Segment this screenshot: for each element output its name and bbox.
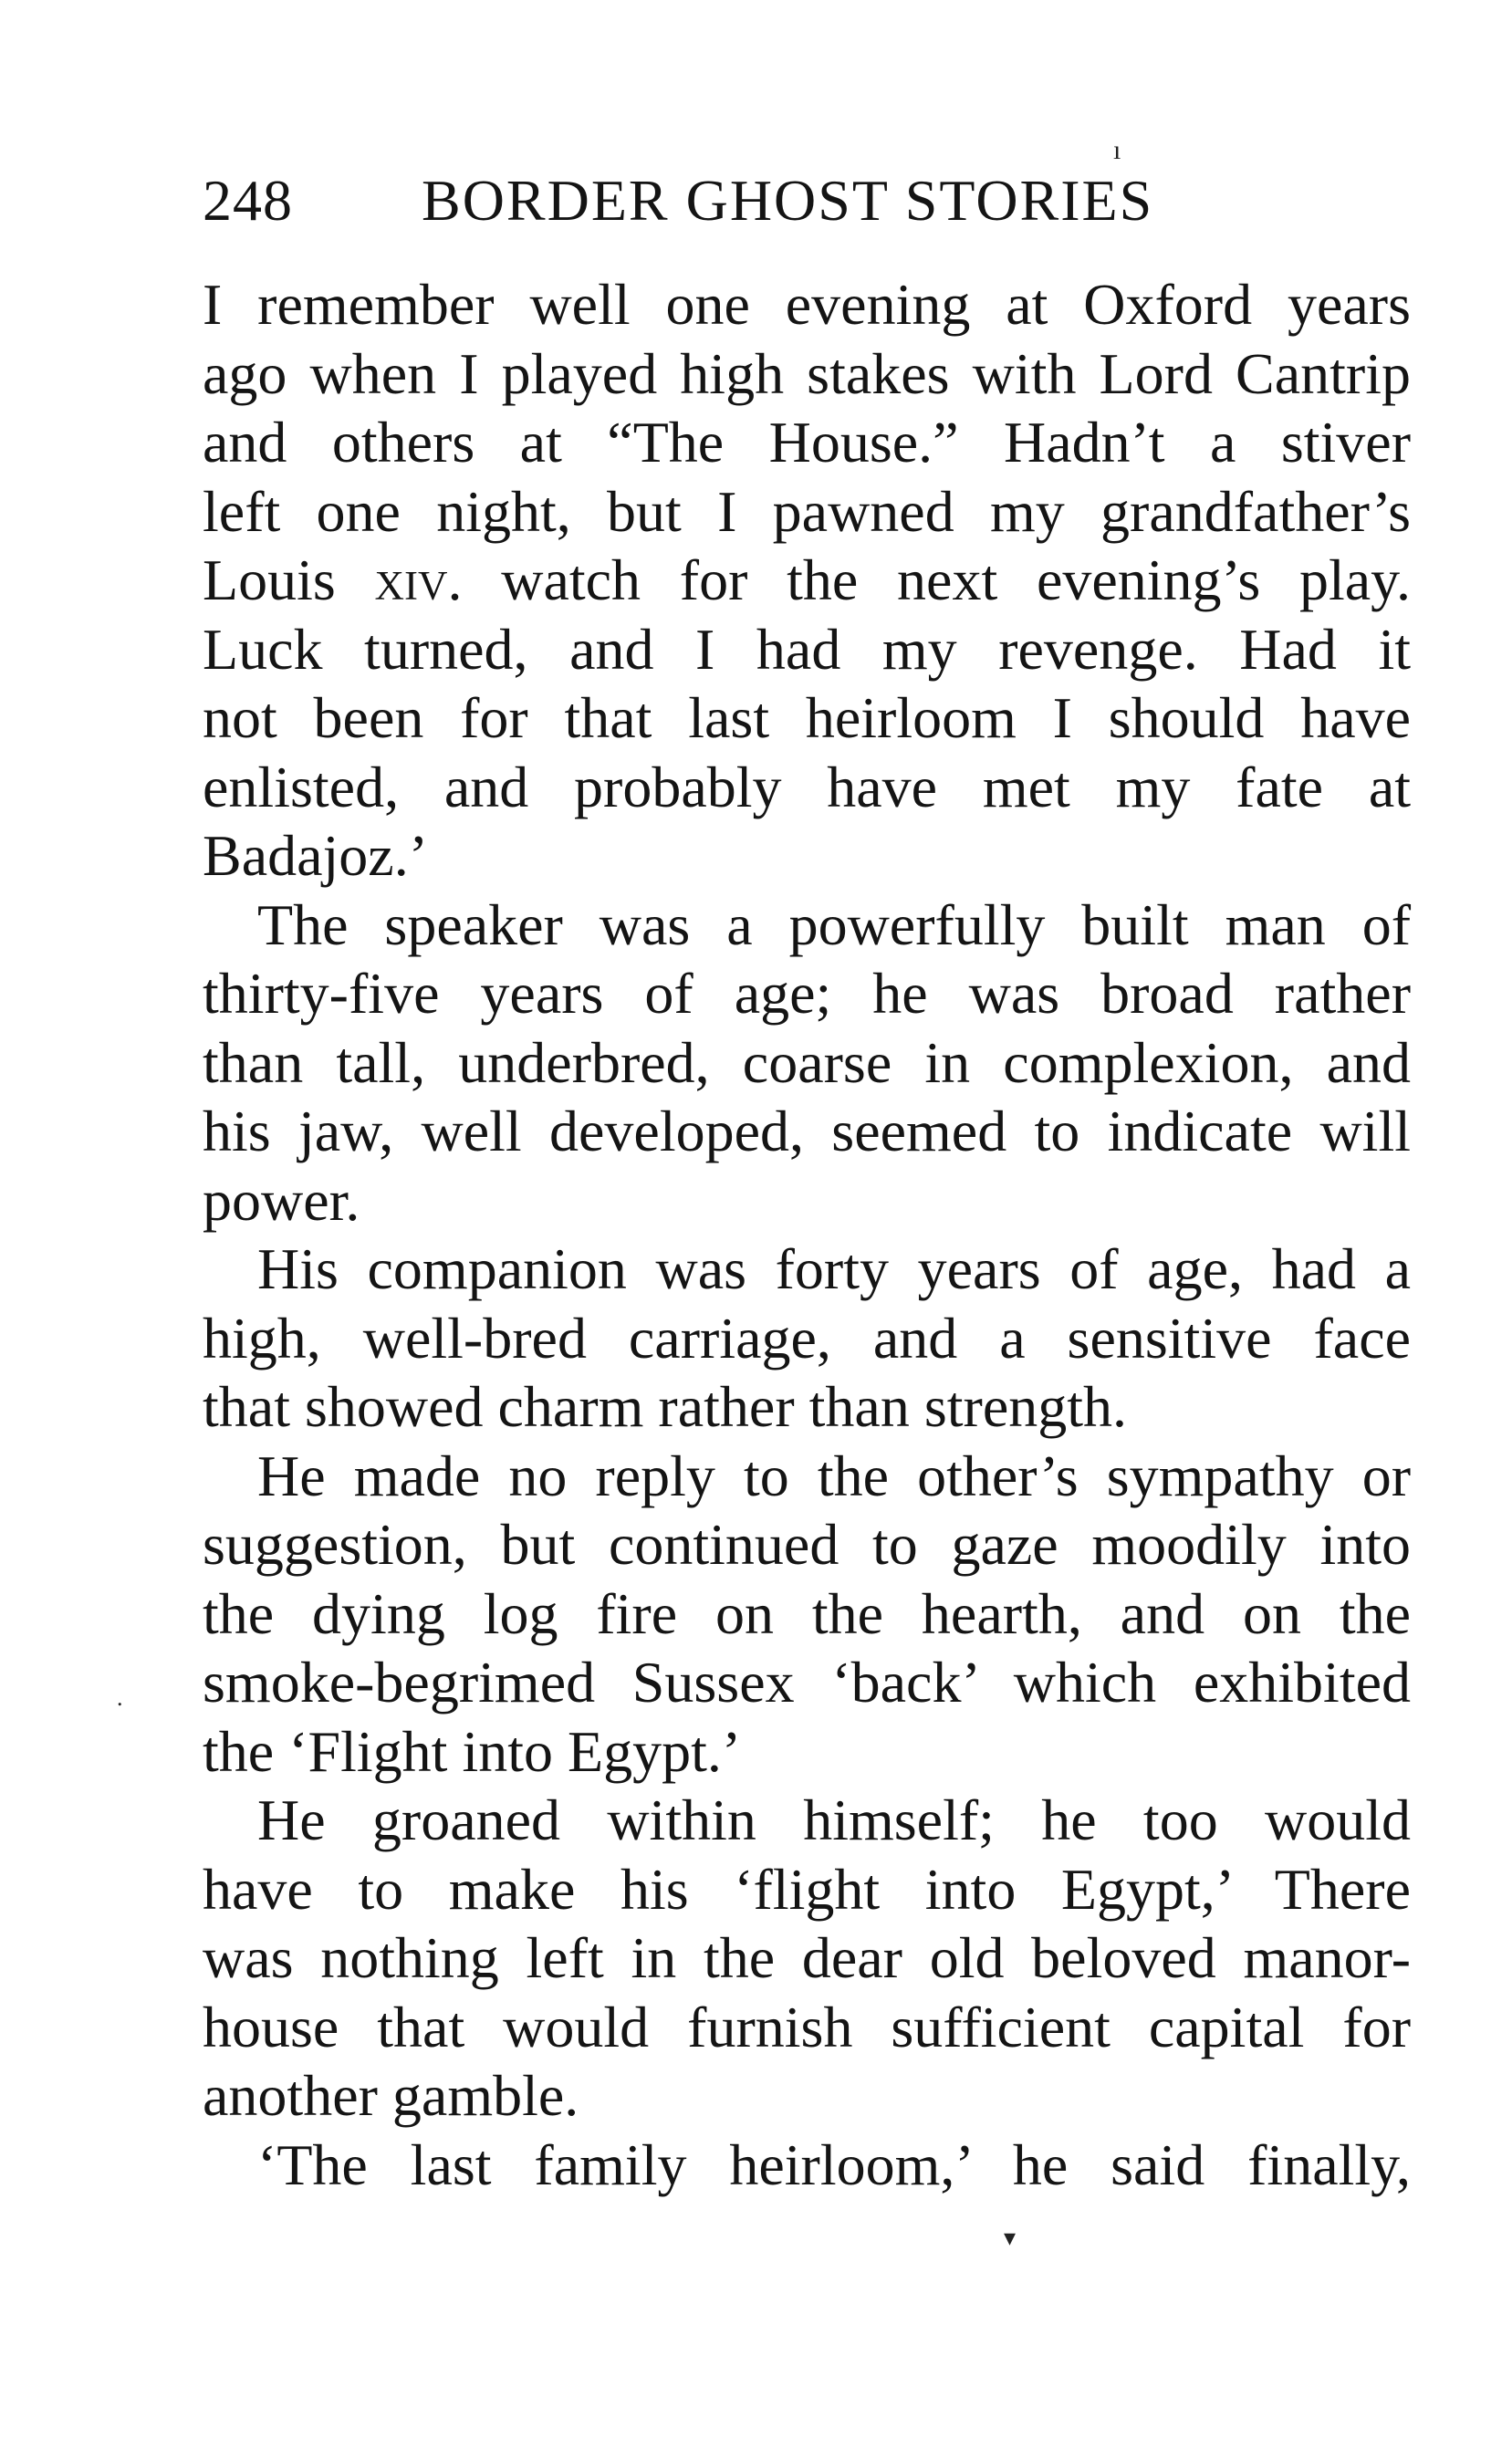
text-line: house that would furnish sufficient capital for — [203, 1994, 1411, 2059]
text-line — [203, 546, 1411, 615]
text-line: that showed charm rather than strength. — [203, 1374, 1127, 1439]
text-line: He made no reply to the other’s sympathy or — [257, 1443, 1411, 1508]
text-line: high, well-bred carriage, and a sensitive face — [203, 1305, 1411, 1371]
text-line: thirty-five years of age; he was broad rather — [203, 961, 1411, 1026]
text-line: not been for that last heirloom I should have — [203, 685, 1411, 750]
text-fragment: Louis — [203, 547, 375, 612]
text-line: the ‘Flight into Egypt.’ — [203, 1718, 742, 1784]
text-line: suggestion, but continued to gaze moodily into — [203, 1512, 1411, 1577]
text-line: smoke-begrimed Sussex ‘back’ which exhibited — [203, 1650, 1411, 1715]
running-title: BORDER GHOST STORIES — [422, 168, 1154, 233]
stray-ink-mark: ı — [1113, 135, 1121, 165]
text-line: enlisted, and probably have met my fate at — [203, 754, 1411, 819]
text-line: He groaned within himself; he too would — [257, 1788, 1411, 1852]
text-line: the dying log fire on the hearth, and on the — [203, 1580, 1411, 1646]
text-line: ‘The last family heirloom,’ he said finally, — [257, 2132, 1411, 2197]
text-line: than tall, underbred, coarse in complexion, and — [203, 1029, 1411, 1095]
body-text — [203, 270, 1411, 2199]
text-line: Badajoz.’ — [203, 823, 428, 888]
stray-ink-mark: ▾ — [1004, 2225, 1017, 2251]
text-line: I remember well one evening at Oxford years — [203, 272, 1411, 337]
running-head — [203, 164, 1217, 237]
small-caps-numeral: xiv — [374, 547, 448, 612]
stray-ink-mark: . — [117, 1684, 123, 1711]
text-line: have to make his ‘flight into Egypt,’ There — [203, 1856, 1411, 1922]
text-line: and others at “The House.” Hadn’t a stiver — [203, 410, 1411, 474]
text-fragment: . watch for the next evening’s play. — [447, 547, 1412, 612]
text-line: his jaw, well developed, seemed to indicate will — [203, 1099, 1411, 1163]
page-number: 248 — [203, 168, 293, 233]
text-line: His companion was forty years of age, had a — [257, 1236, 1411, 1301]
text-line: left one night, but I pawned my grandfather’s — [203, 478, 1411, 544]
text-line: ago when I played high stakes with Lord Cantrip — [203, 340, 1411, 406]
text-line: another gamble. — [203, 2063, 579, 2128]
text-line: was nothing left in the dear old beloved manor- — [203, 1925, 1411, 1990]
text-line: power. — [203, 1167, 360, 1233]
text-line: Luck turned, and I had my revenge. Had it — [203, 616, 1411, 682]
text-line: The speaker was a powerfully built man of — [257, 891, 1411, 957]
